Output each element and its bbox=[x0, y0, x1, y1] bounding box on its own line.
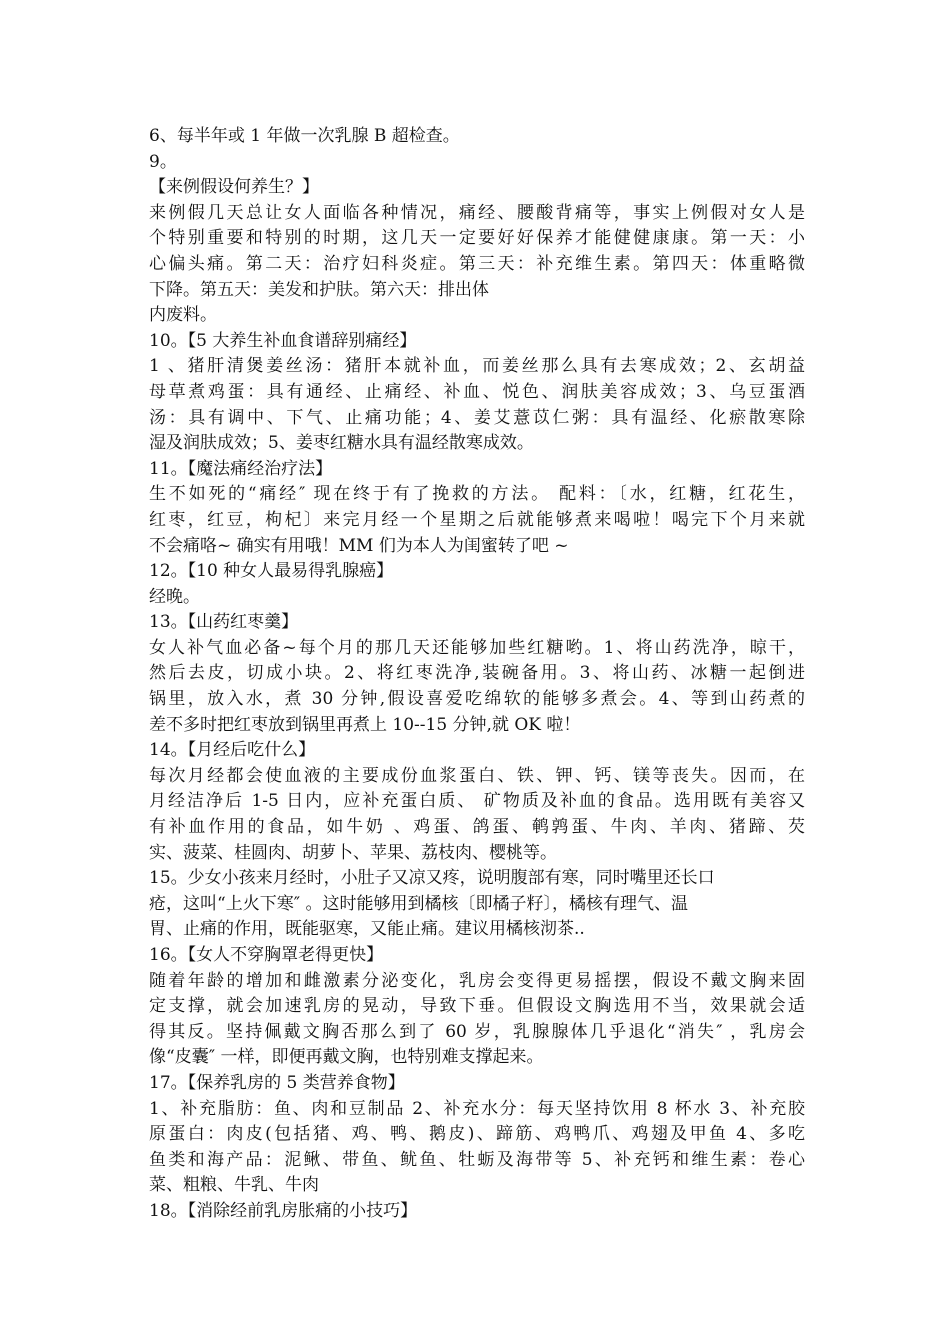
text-line: 不会痛咯~ 确实有用哦！MM 们为本人为闺蜜转了吧 ~ bbox=[149, 535, 569, 556]
text-line: 胃、止痛的作用，既能驱寒，又能止痛。建议用橘核沏茶.. bbox=[149, 919, 585, 940]
text-line: 差不多时把红枣放到锅里再煮上 10--15 分钟,就 OK 啦！ bbox=[149, 714, 581, 735]
section-heading: 14。【月经后吃什么】 bbox=[149, 740, 316, 761]
section-heading: 10。【5 大养生补血食谱辞别痛经】 bbox=[149, 330, 417, 351]
section-heading: 17。【保养乳房的 5 类营养食物】 bbox=[149, 1072, 405, 1093]
section-heading: 【来例假设何养生？】 bbox=[149, 177, 319, 198]
text-line: 母草煮鸡蛋：具有通经、止痛经、补血、悦色、润肤美容成效；3、乌豆蛋酒 bbox=[149, 381, 805, 402]
text-line: 得其反。坚持佩戴文胸否那么到了 60 岁，乳腺腺体几乎退化“消失″ ，乳房会 bbox=[149, 1021, 805, 1042]
text-line: 女人补气血必备~每个月的那几天还能够加些红糖哟。1、将山药洗净，晾干， bbox=[149, 637, 805, 658]
section-number: 9。 bbox=[149, 151, 177, 172]
text-line: 经晚。 bbox=[149, 586, 200, 607]
text-line: 实、菠菜、桂圆肉、胡萝卜、苹果、荔枝肉、樱桃等。 bbox=[149, 842, 557, 863]
text-line: 来例假几天总让女人面临各种情况，痛经、腰酸背痛等，事实上例假对女人是 bbox=[149, 202, 805, 223]
text-line: 随着年龄的增加和雌激素分泌变化，乳房会变得更易摇摆，假设不戴文胸来固 bbox=[149, 970, 805, 991]
text-line: 汤：具有调中、下气、止痛功能；4、姜艾薏苡仁粥：具有温经、化瘀散寒除 bbox=[149, 407, 805, 428]
section-heading: 16。【女人不穿胸罩老得更快】 bbox=[149, 945, 384, 965]
document-body bbox=[149, 124, 805, 1225]
text-line: 每次月经都会使血液的主要成份血浆蛋白、铁、钾、钙、镁等丧失。因而，在 bbox=[149, 765, 805, 786]
text-line: 6、每半年或 1 年做一次乳腺 B 超检查。 bbox=[149, 126, 460, 146]
section-heading: 18。【消除经前乳房胀痛的小技巧】 bbox=[149, 1200, 418, 1221]
text-line: 1、补充脂肪：鱼、肉和豆制品 2、补充水分：每天坚持饮用 8 杯水 3、补充胶 bbox=[149, 1098, 805, 1119]
text-line: 鱼类和海产品：泥鳅、带鱼、鱿鱼、牡蛎及海带等 5、补充钙和维生素：卷心 bbox=[149, 1149, 805, 1170]
section-heading: 13。【山药红枣羹】 bbox=[149, 612, 299, 633]
text-line: 菜、粗粮、牛乳、牛肉 bbox=[149, 1175, 319, 1196]
text-line: 生不如死的“痛经″ 现在终于有了挽救的方法。 配料：〔水，红糖，红花生， bbox=[149, 484, 805, 505]
text-line: 月经洁净后 1-5 日内，应补充蛋白质、 矿物质及补血的食品。选用既有美容又 bbox=[149, 791, 805, 812]
text-line: 红枣，红豆，枸杞〕来完月经一个星期之后就能够煮来喝啦！喝完下个月来就 bbox=[149, 509, 805, 530]
text-line: 心偏头痛。第二天：治疗妇科炎症。第三天：补充维生素。第四天：体重略微 bbox=[149, 253, 805, 274]
text-line: 原蛋白：肉皮(包括猪、鸡、鸭、鹅皮)、蹄筋、鸡鸭爪、鸡翅及甲鱼 4、多吃 bbox=[149, 1124, 805, 1145]
text-line: 个特别重要和特别的时期，这几天一定要好好保养才能健健康康。第一天：小 bbox=[149, 228, 805, 249]
text-line: 内废料。 bbox=[149, 305, 217, 326]
text-line: 15。少女小孩来月经时，小肚子又凉又疼，说明腹部有寒，同时嘴里还长口 bbox=[149, 868, 715, 889]
text-line: 有补血作用的食品，如牛奶 、鸡蛋、鸽蛋、鹌鹑蛋、牛肉、羊肉、猪蹄、芡 bbox=[149, 817, 805, 838]
text-line: 锅里，放入水，煮 30 分钟,假设喜爱吃绵软的能够多煮会。4、等到山药煮的 bbox=[149, 689, 805, 710]
text-line: 然后去皮，切成小块。2、将红枣洗净,装碗备用。3、将山药、冰糖一起倒进 bbox=[149, 663, 805, 684]
text-line: 湿及润肤成效；5、姜枣红糖水具有温经散寒成效。 bbox=[149, 433, 534, 454]
text-line: 疮，这叫“上火下寒″ 。这时能够用到橘核〔即橘子籽〕，橘核有理气、温 bbox=[149, 893, 688, 914]
text-line: 像“皮囊″ 一样，即便再戴文胸，也特别难支撑起来。 bbox=[149, 1047, 544, 1068]
text-line: 1 、猪肝清煲姜丝汤：猪肝本就补血，而姜丝那么具有去寒成效；2、玄胡益 bbox=[149, 356, 805, 377]
section-heading: 11。【魔法痛经治疗法】 bbox=[149, 458, 333, 479]
text-line: 定支撑，就会加速乳房的晃动，导致下垂。但假设文胸选用不当，效果就会适 bbox=[149, 996, 805, 1017]
text-line: 下降。第五天：美发和护肤。第六天：排出体 bbox=[149, 279, 489, 300]
section-heading: 12。【10 种女人最易得乳腺癌】 bbox=[149, 561, 394, 582]
